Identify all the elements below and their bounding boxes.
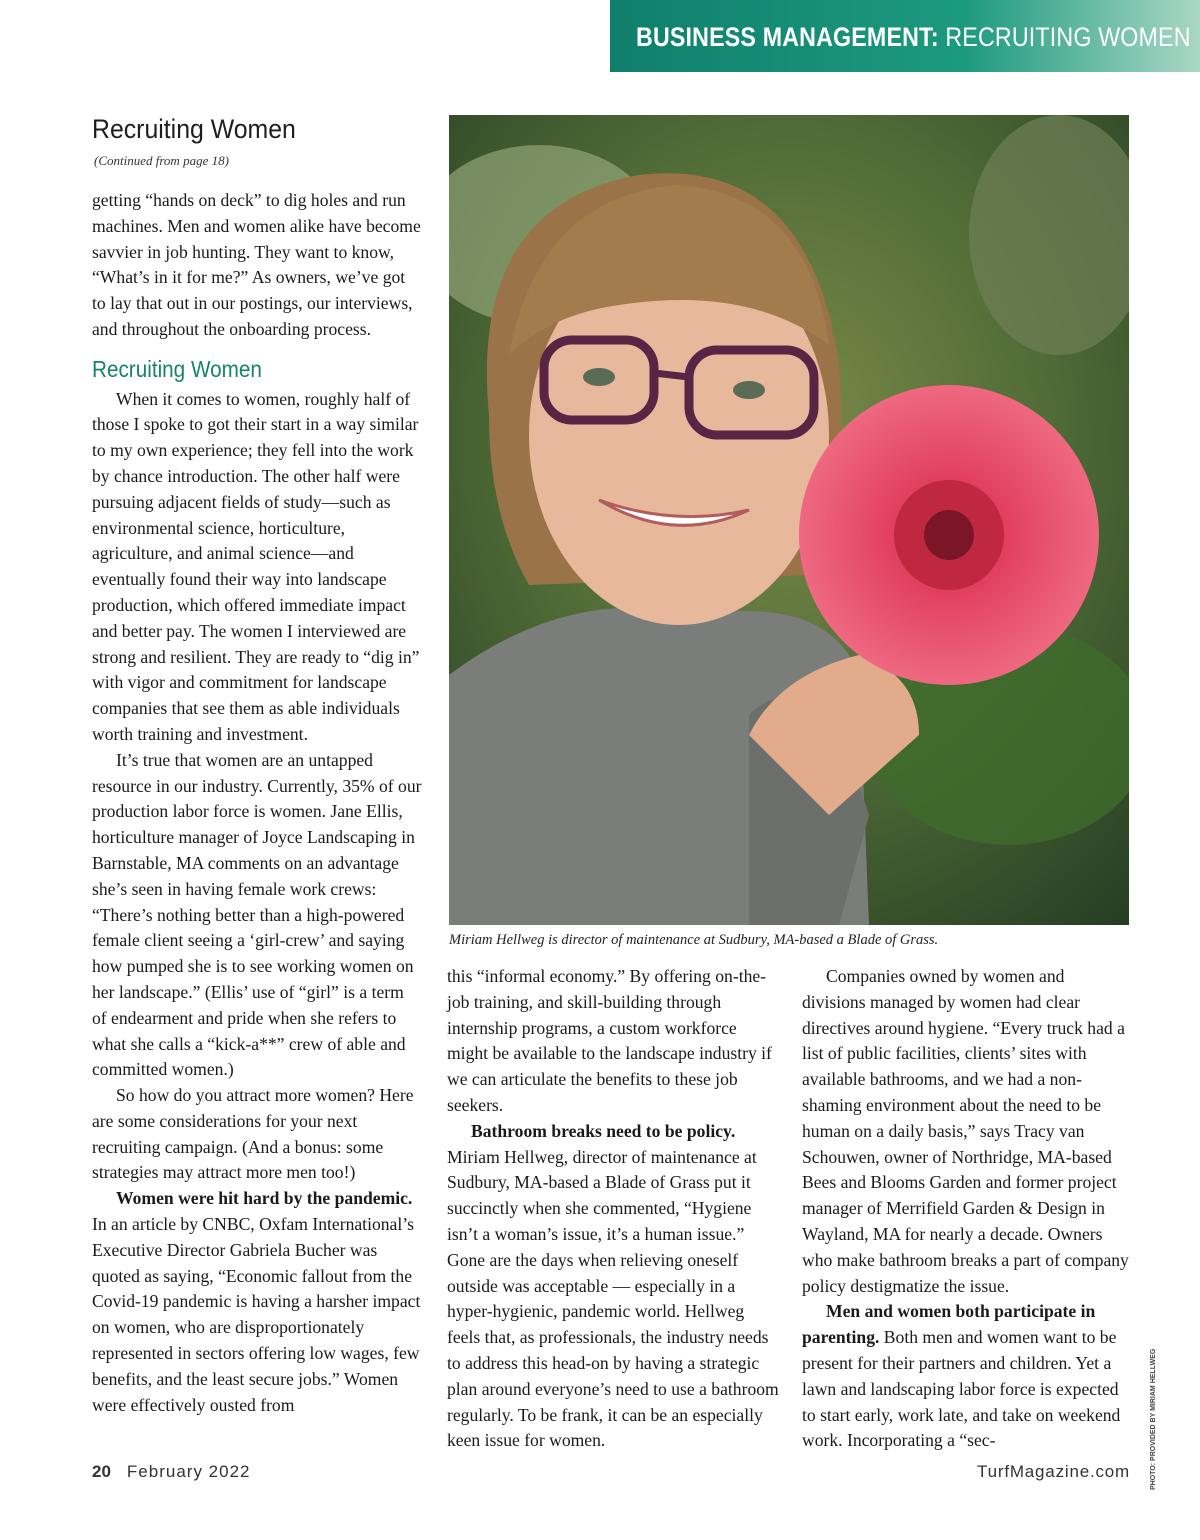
col1-paragraph-1: getting “hands on deck” to dig holes and run machines. Men and women alike have become savvier in job hunting. They want to know, “What’s in it for me?” As owners, we’ve got to lay that out in our postings, our interviews, and throughout the onboarding process.	[92, 190, 421, 339]
col1-paragraph-5-text: In an article by CNBC, Oxfam International’s Executive Director Gabriela Bucher was quoted as saying, “Economic fallout from the Covid-19 pandemic is having a harsher impact on women, who are disproportionately represented in sectors offering low wages, few benefits, and the least secure jobs.” Women were effectively ousted from	[92, 1214, 421, 1415]
article-title: Recruiting Women	[92, 114, 296, 144]
lead-parenting: Men and women both participate in parenting.	[802, 1301, 1096, 1348]
footer-left	[92, 1462, 251, 1482]
banner-topic: RECRUITING WOMEN	[945, 22, 1191, 52]
lead-pandemic: Women were hit hard by the pandemic.	[116, 1188, 413, 1209]
photo-credit	[1150, 1340, 1164, 1490]
page-number: 20	[92, 1462, 111, 1481]
column-2	[447, 964, 779, 1454]
col1-paragraph-3: It’s true that women are an untapped resource in our industry. Currently, 35% of our production labor force is women. Jane Ellis, horticulture manager of Joyce Landscaping in Barnstable, MA comments on an advantage she’s seen in having female work crews: “There’s nothing better than a high-powered female client seeing a ‘girl-crew’ and saying how pumped she is to see working women on her landscape.” (Ellis’ use of “girl” is a term of endearment and pride when she refers to what she calls a “kick-a**” crew of able and committed women.)	[92, 749, 422, 1080]
photo-caption: Miriam Hellweg is director of maintenance at Sudbury, MA-based a Blade of Grass.	[449, 932, 939, 948]
col3-paragraph-1: Companies owned by women and divisions managed by women had clear directives around hygiene. “Every truck had a list of public facilities, clients’ sites with available bathrooms, and we had a non-shaming environment about the need to be human on a daily basis,” says Tracy van Schouwen, owner of Northridge, MA-based Bees and Blooms Garden and former project manager of Merrifield Garden & Design in Wayland, MA for nearly a decade. Owners who make bathroom breaks a part of company policy destigmatize the issue.	[802, 966, 1129, 1296]
photo-miriam-hellweg	[449, 115, 1129, 925]
portrait-illustration	[449, 115, 1129, 925]
column-3	[802, 964, 1132, 1454]
section-banner	[610, 0, 1200, 72]
col2-paragraph-2	[447, 1119, 779, 1454]
col2-paragraph-2-text: Miriam Hellweg, director of maintenance at Sudbury, MA-based a Blade of Grass put it succinctly when she commented, “Hygiene isn’t a woman’s issue, it’s a human issue.” Gone are the days when relieving oneself outside was acceptable — especially in a hyper-hygienic, pandemic world. Hellweg feels that, as professionals, the industry needs to address this head-on by having a strategic plan around everyone’s need to use a bathroom regularly. To be frank, it can be an especially keen issue for women.	[447, 1146, 779, 1451]
section-banner-text	[636, 22, 1191, 53]
col2-paragraph-1: this “informal economy.” By offering on-the-job training, and skill-building through internship programs, a custom workforce might be available to the landscape industry if we can articulate the benefits to these job seekers.	[447, 966, 772, 1115]
photo-credit-text: PHOTO: PROVIDED BY MIRIAM HELLWEG	[1150, 1348, 1157, 1490]
col1-paragraph-4: So how do you attract more women? Here are some considerations for your next recruiting campaign. (And a bonus: some strategies may attract more men too!)	[92, 1085, 414, 1183]
column-1	[92, 188, 422, 1418]
issue-date: February 2022	[126, 1462, 251, 1481]
continued-note: (Continued from page 18)	[94, 153, 229, 168]
col3-paragraph-2	[802, 1299, 1132, 1454]
lead-bathroom: Bathroom breaks need to be policy.	[471, 1120, 736, 1141]
col1-paragraph-5	[92, 1186, 422, 1418]
col3-paragraph-2-text: Both men and women want to be present for their partners and children. Yet a lawn and landscaping labor force is expected to start early, work late, and take on weekend work. Incorporating a “sec-	[802, 1327, 1121, 1451]
col1-paragraph-2: When it comes to women, roughly half of those I spoke to got their start in a way similar to my own experience; they fell into the work by chance introduction. The other half were pursuing adjacent fields of study—such as environmental science, horticulture, agriculture, and animal science—and eventually found their way into landscape production, which offered immediate impact and better pay. The women I interviewed are strong and resilient. They are ready to “dig in” with vigor and commitment for landscape companies that see them as able individuals worth training and investment.	[92, 388, 420, 744]
subhead-recruiting-women: Recruiting Women	[92, 355, 262, 382]
banner-section: BUSINESS MANAGEMENT:	[636, 22, 939, 52]
footer-site: TurfMagazine.com	[977, 1462, 1130, 1481]
